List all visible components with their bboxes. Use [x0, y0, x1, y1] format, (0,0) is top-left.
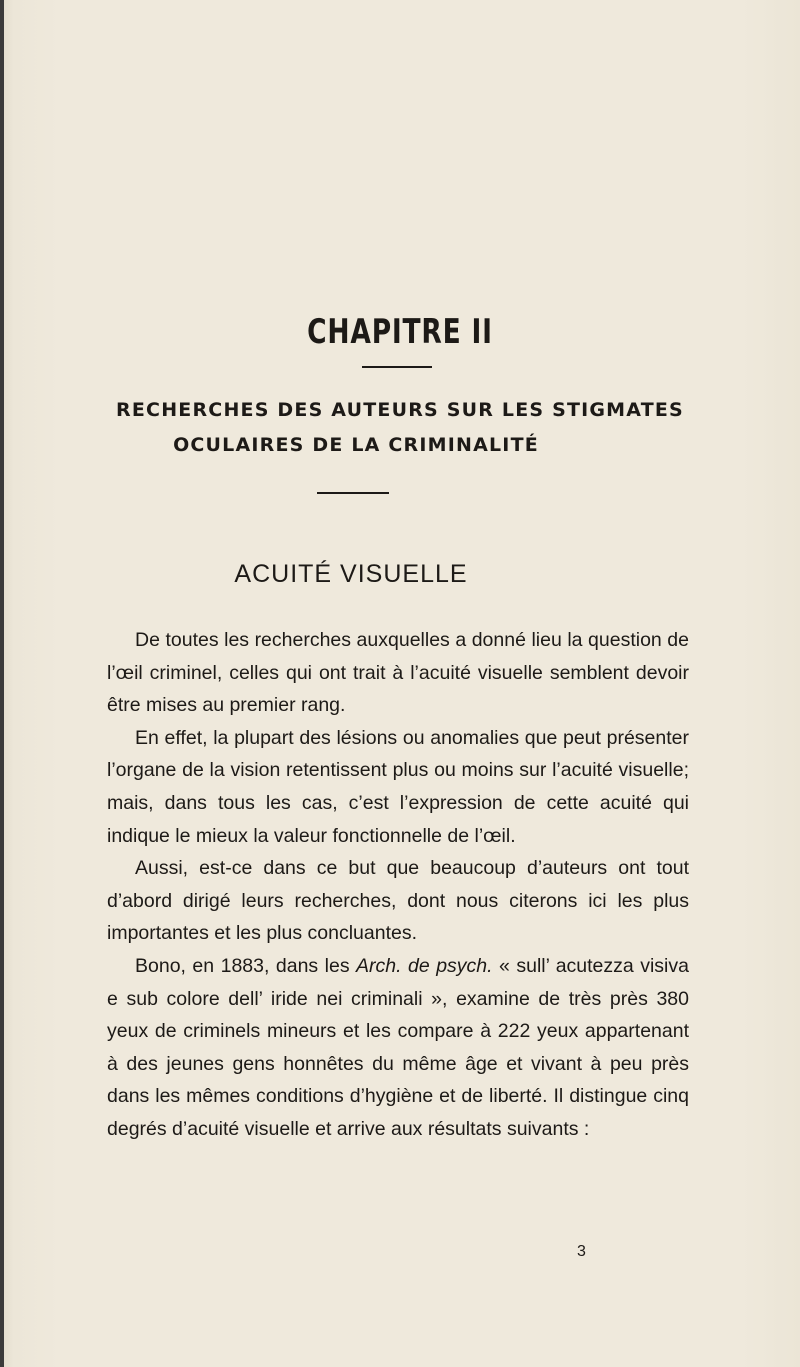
section-heading-line-2: OCULAIRES DE LA CRIMINALITÉ: [173, 434, 539, 456]
paragraph-4: [107, 950, 689, 1146]
body-text: [107, 624, 689, 1146]
section-divider: [317, 492, 389, 494]
page-binding-edge: [0, 0, 4, 1367]
paragraph-1: De toutes les recherches auxquelles a donné lieu la question de l’œil criminel, celles qui ont trait à l’acuité visuelle semblent devoir être mises au premier rang.: [107, 629, 689, 717]
paragraph-4-text-end: « sull’ acutezza visiva e sub colore dell’ iride nei criminali », examine de très près 380 yeux de criminels mineurs et les compare à 222 yeux appartenant à des jeunes gens honnêtes du même âge et vivant à peu près dans les mêmes conditions d’hygiène et de liberté. Il distingue cinq degrés d’acuité visuelle et arrive aux résultats suivants :: [107, 954, 689, 1140]
journal-title: Arch. de psych.: [356, 954, 493, 977]
paragraph-2: En effet, la plupart des lésions ou anomalies que peut présenter l’organe de la vision retentissent plus ou moins sur l’acuité visuelle; mais, dans tous les cas, c’est l’expression de cette acuité qui indique le mieux la valeur fonctionnelle de l’œil.: [107, 726, 689, 847]
chapter-title: CHAPITRE II: [307, 312, 493, 352]
title-divider: [362, 366, 432, 368]
page-number: 3: [577, 1243, 586, 1260]
section-heading-line-1: RECHERCHES DES AUTEURS SUR LES STIGMATES: [116, 399, 684, 421]
paragraph-3: Aussi, est-ce dans ce but que beaucoup d’auteurs ont tout d’abord dirigé leurs recherches, dont nous citerons ici les plus importantes et les plus concluantes.: [107, 857, 689, 945]
subsection-heading: ACUITÉ VISUELLE: [234, 560, 468, 588]
paragraph-4-text-start: Bono, en 1883, dans les: [135, 954, 357, 977]
